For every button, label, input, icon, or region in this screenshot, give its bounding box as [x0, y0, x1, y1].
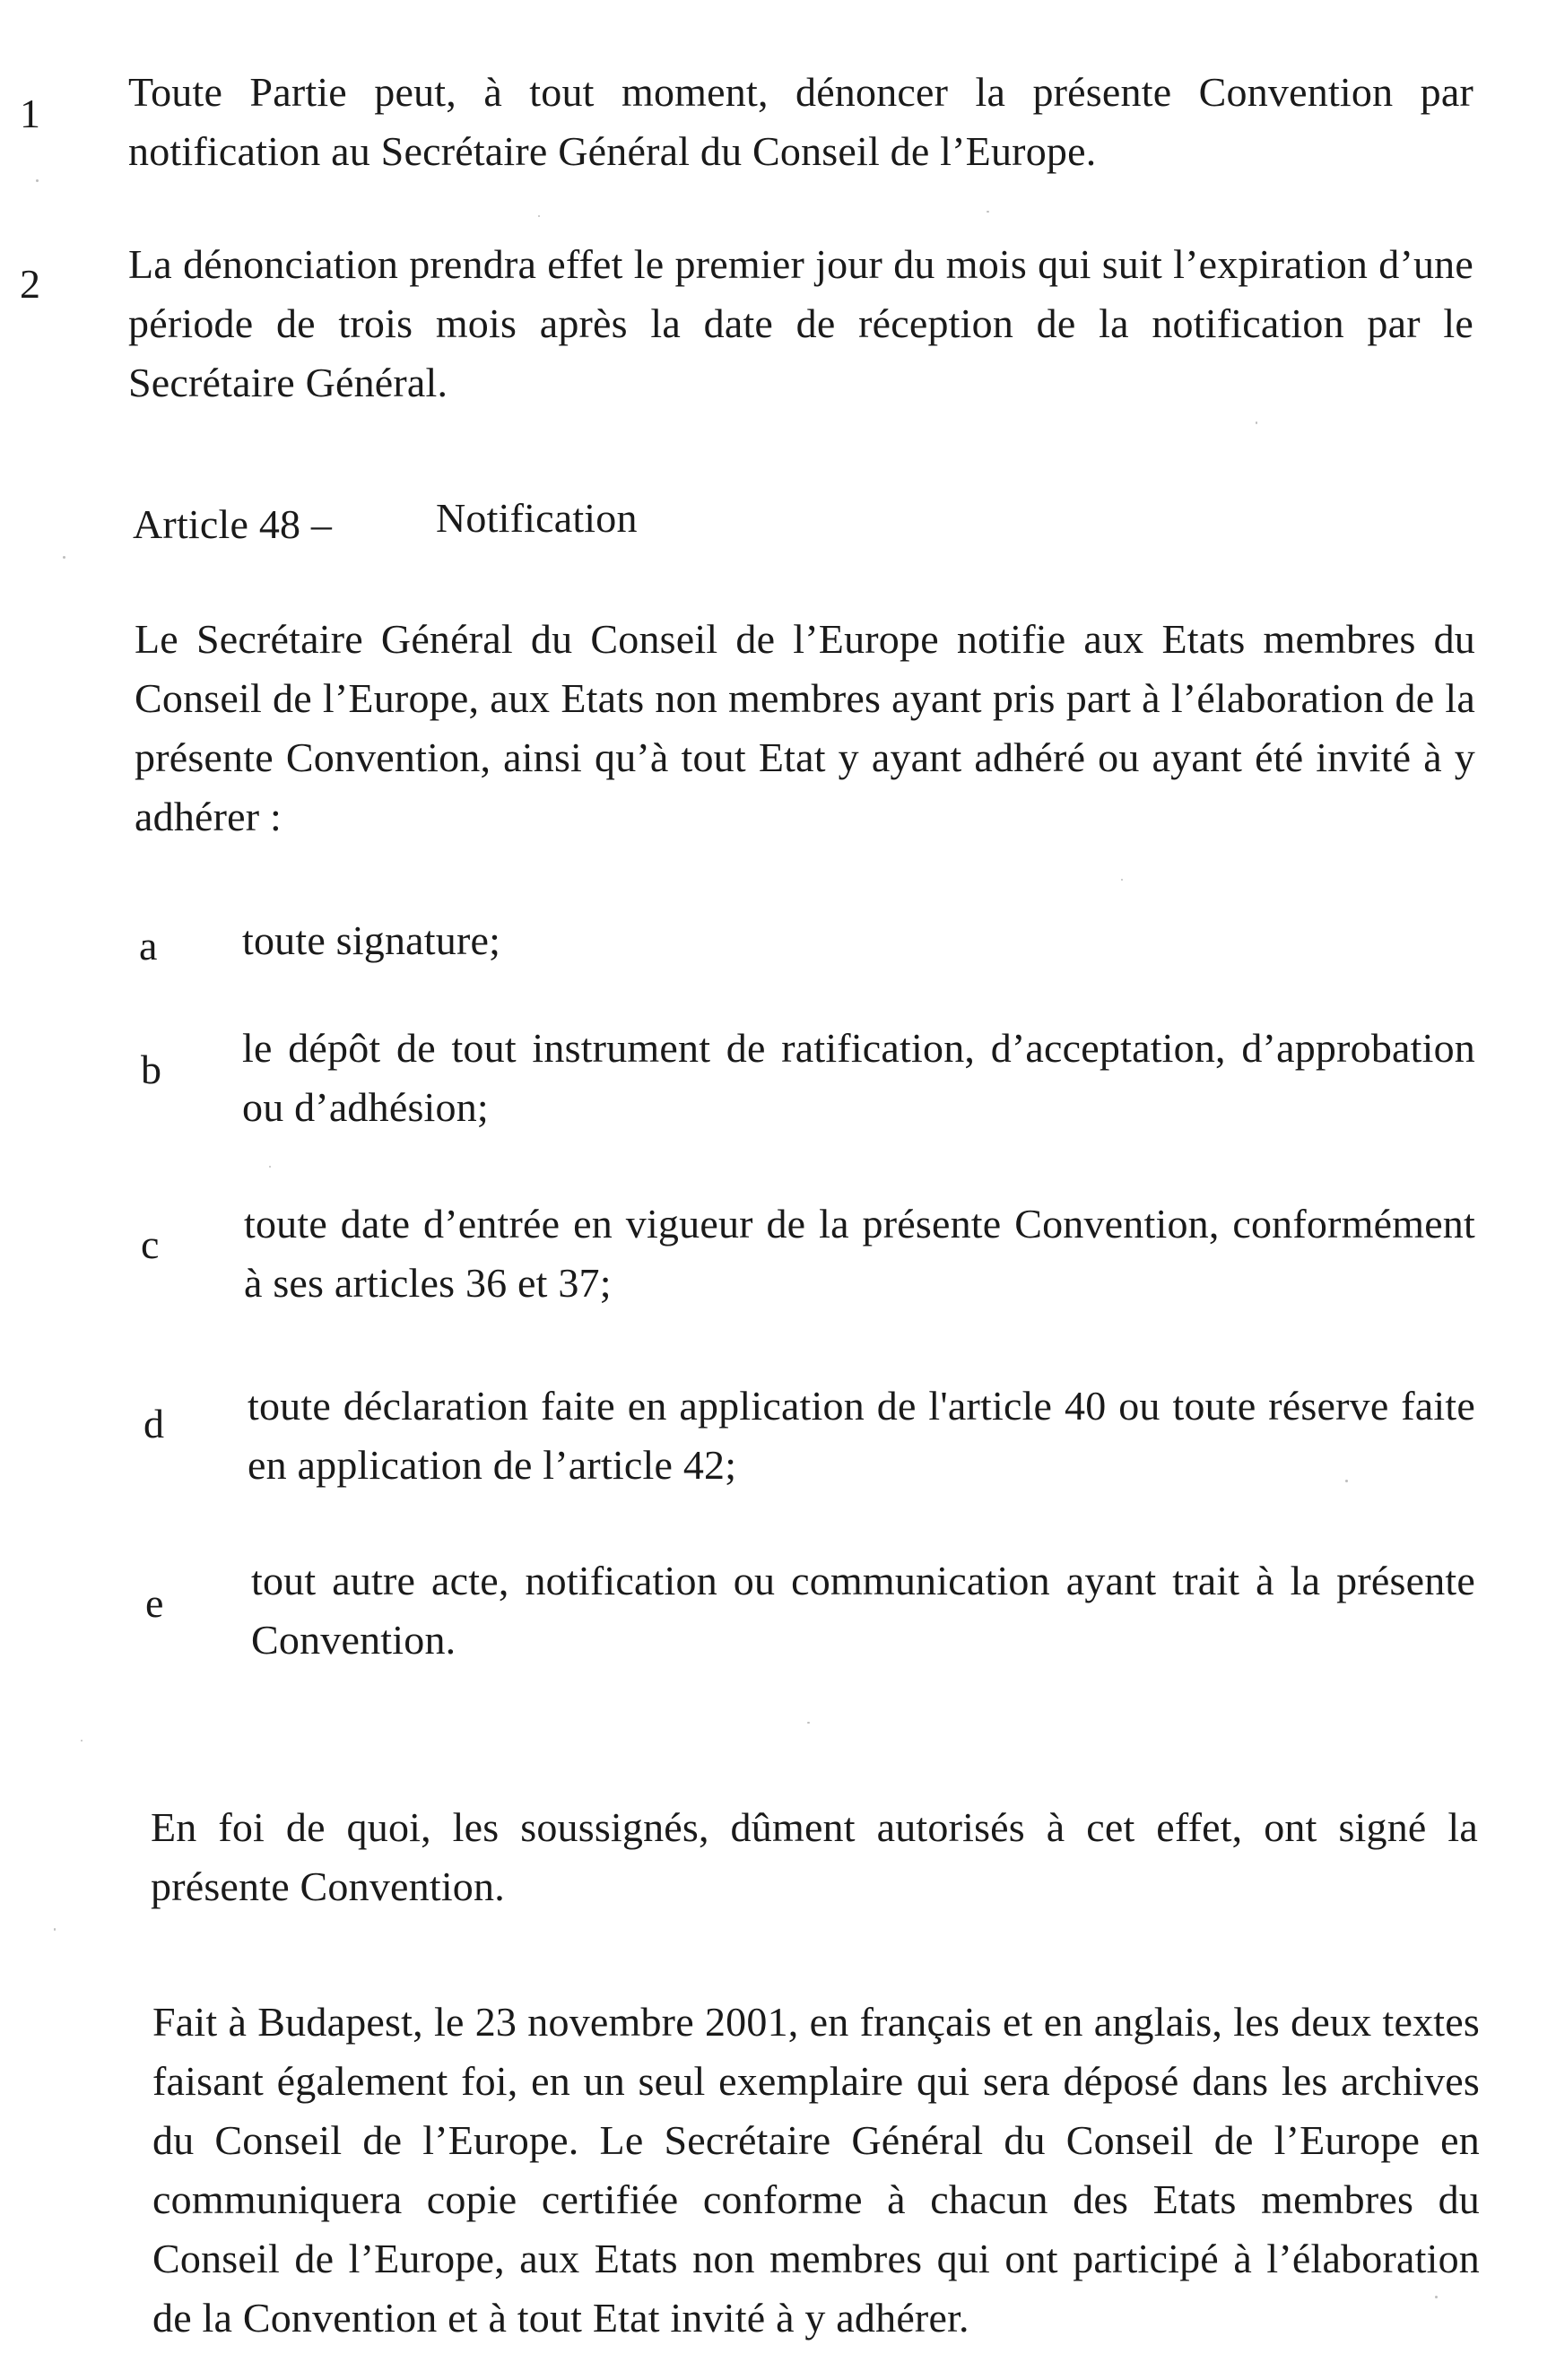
- intro-paragraph: Le Secrétaire Général du Conseil de l’Europe notifie aux Etats membres du Conseil de l’Europe, aux Etats non membres ayant pris part à l’élaboration de la présente Convention, ainsi qu’à tout Etat y ayant adhéré ou ayant été invité à y adhérer :: [135, 616, 1475, 839]
- paragraph-number-2: 2: [20, 261, 40, 307]
- list-item-letter-d: d: [143, 1401, 164, 1446]
- paragraph-number-1: 1: [20, 91, 40, 136]
- list-item-letter-a: a: [139, 923, 158, 969]
- article-title: Notification: [436, 495, 638, 541]
- list-item-a-text: toute signature;: [242, 917, 501, 963]
- closing-paragraph-1: En foi de quoi, les soussignés, dûment autorisés à cet effet, ont signé la présente Convention.: [151, 1804, 1478, 1909]
- list-item-letter-e: e: [145, 1580, 164, 1626]
- closing-paragraph-2: Fait à Budapest, le 23 novembre 2001, en français et en anglais, les deux textes faisant également foi, en un seul exemplaire qui sera déposé dans les archives du Conseil de l’Europe. Le Secrétaire Général du Conseil de l’Europe en communiquera copie certifiée conforme à chacun des Etats membres du Conseil de l’Europe, aux Etats non membres qui ont participé à l’élaboration de la Convention et à tout Etat invité à y adhérer.: [152, 1999, 1480, 2341]
- list-item-b-text: le dépôt de tout instrument de ratification, d’acceptation, d’approbation ou d’adhésion;: [242, 1025, 1475, 1130]
- paragraph-2-text: La dénonciation prendra effet le premier jour du mois qui suit l’expiration d’une période de trois mois après la date de réception de la notification par le Secrétaire Général.: [128, 241, 1473, 405]
- list-item-letter-b: b: [141, 1047, 161, 1092]
- list-item-d-text: toute déclaration faite en application de l'article 40 ou toute réserve faite en application de l’article 42;: [248, 1383, 1475, 1488]
- list-item-letter-c: c: [141, 1221, 160, 1267]
- paragraph-1-text: Toute Partie peut, à tout moment, dénoncer la présente Convention par notification au Secrétaire Général du Conseil de l’Europe.: [128, 69, 1473, 174]
- list-item-e-text: tout autre acte, notification ou communication ayant trait à la présente Convention.: [251, 1558, 1475, 1663]
- article-label: Article 48 –: [133, 501, 333, 547]
- list-item-c-text: toute date d’entrée en vigueur de la présente Convention, conformément à ses articles 36 et 37;: [244, 1201, 1475, 1306]
